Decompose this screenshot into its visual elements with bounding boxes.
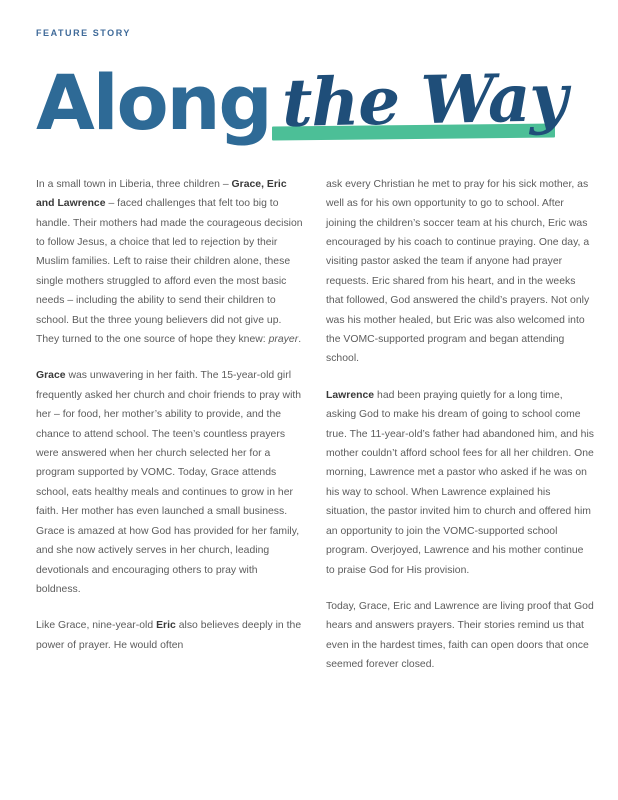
- paragraph-intro: [36, 175, 304, 350]
- text-run: had been praying quietly for a long time, asking God to make his dream of going to school come true. The 11-year-old’s father had abandoned him, and his mother couldn’t afford school fees for all her children. One morning, Lawrence met a pastor who asked if he was on his way to school. When Lawrence explained his situation, the pastor invited him to church and offered him an opportunity to join the VOMC-supported school program. Overjoyed, Lawrence and his mother continue to praise God for His provision.: [326, 389, 595, 576]
- emphasis-bold: Lawrence: [326, 389, 375, 401]
- text-run: In a small town in Liberia, three children –: [36, 178, 232, 190]
- text-run: – faced challenges that felt too big to handle. Their mothers had made the courageous decision to follow Jesus, a choice that led to rejection by their Muslim families. Left to raise their children alone, these single mothers struggled to afford even the most basic needs – including the ability to send their children to school. But the three young believers did not give up. They turned to the one source of hope they knew:: [36, 198, 303, 346]
- paragraph-eric-continued: [326, 175, 594, 369]
- left-column: [36, 175, 304, 675]
- kicker-label: FEATURE STORY: [36, 28, 131, 38]
- emphasis-bold: Eric: [156, 620, 176, 632]
- text-run: was unwavering in her faith. The 15-year-old girl frequently asked her church and choir friends to pray with her – for food, her mother’s ability to provide, and the chance to attend school. The teen’s countless prayers were answered when her church selected her for a program supported by VOMC. Today, Grace attends school, eats healthy meals and continues to grow in her faith. Her mother has even launched a small business. Grace is amazed at how God has provided for her family, and she now actively serves in her church, leading devotionals and encouraging others to pray with boldness.: [36, 370, 302, 595]
- paragraph-lawrence: [326, 386, 594, 580]
- emphasis-bold: Grace: [36, 370, 66, 382]
- article-columns: [36, 175, 595, 675]
- text-run: also believes deeply in the power of prayer. He would often: [36, 620, 302, 651]
- paragraph-grace: [36, 366, 304, 599]
- text-run: ask every Christian he met to pray for his sick mother, as well as for his own opportunity to go to school. After joining the children’s soccer team at his church, Eric was encouraged by his coach to continue praying. One day, a visiting pastor asked the team if anyone had prayer requests. Eric shared from his heart, and in the weeks that followed, God answered the child’s prayers. Not only was his mother healed, but Eric was also welcomed into the VOMC-supported program and began attending school.: [326, 178, 590, 365]
- text-run: .: [298, 334, 302, 346]
- text-run: Like Grace, nine-year-old: [36, 620, 157, 632]
- emphasis-bold: Grace, Eric and Lawrence: [36, 178, 287, 210]
- right-column: [326, 175, 594, 675]
- page-title: [36, 57, 582, 149]
- emphasis-italic: prayer: [268, 334, 299, 346]
- headline-main-word: Along: [36, 57, 271, 147]
- paragraph-eric-start: [36, 616, 304, 655]
- paragraph-conclusion: [326, 597, 594, 675]
- text-run: Today, Grace, Eric and Lawrence are living proof that God hears and answers prayers. Their stories remind us that even in the hardest times, faith can open doors that once seemed forever closed.: [326, 600, 594, 671]
- headline-script-word: the Way: [280, 57, 567, 142]
